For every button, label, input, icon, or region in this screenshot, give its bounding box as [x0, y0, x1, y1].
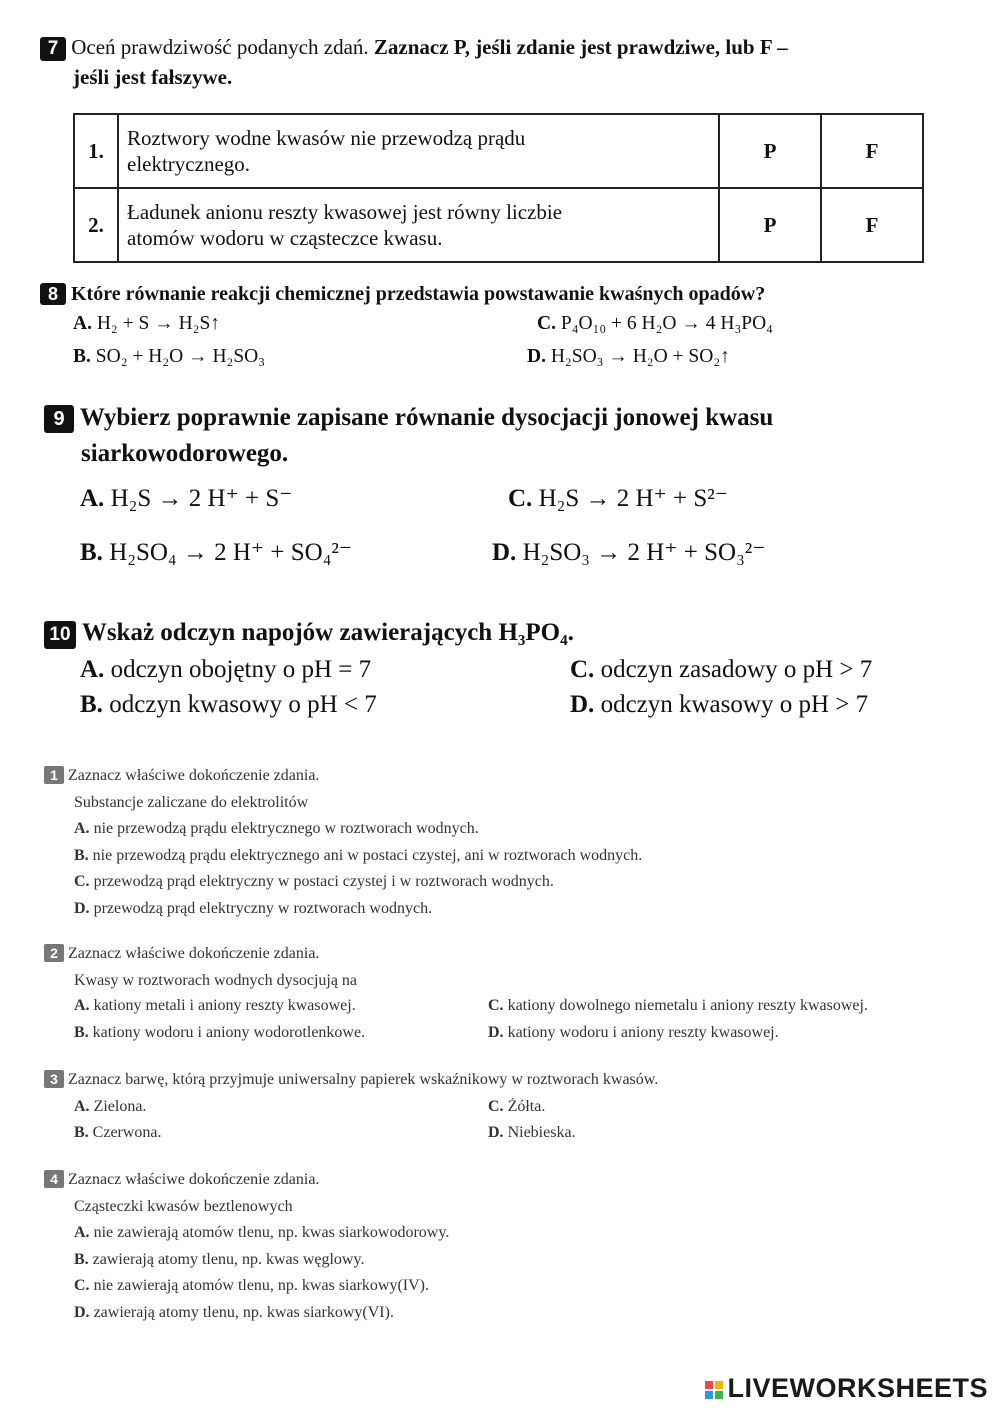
option-text: kationy wodoru i aniony wodorotlenkowe. — [92, 1024, 366, 1041]
option-letter: C. — [508, 485, 533, 512]
statement-cell — [118, 114, 719, 188]
option-letter: A. — [73, 313, 92, 334]
section-4-header — [44, 1167, 984, 1194]
option-letter: B. — [74, 1250, 89, 1268]
option-text: odczyn zasadowy o pH > 7 — [600, 656, 873, 683]
q9-option-b[interactable] — [80, 537, 352, 567]
question-9-text-1: Wybierz poprawnie zapisane równanie dysocjacji jonowej kwasu — [79, 404, 774, 431]
option-letter: B. — [74, 846, 89, 864]
question-7-instruction-1: Zaznacz P, jeśli zdanie jest prawdziwe, lub F – — [373, 35, 788, 59]
s3-option-b[interactable] — [74, 1120, 162, 1147]
logo-grid-icon — [705, 1381, 723, 1399]
option-letter: C. — [488, 997, 504, 1014]
s4-option-b[interactable] — [44, 1247, 984, 1274]
q10-option-d[interactable] — [570, 691, 868, 719]
section-2-instruction: Zaznacz właściwe dokończenie zdania. — [68, 945, 320, 962]
s1-option-d[interactable] — [44, 896, 984, 923]
option-equation: H₂SO₃ → 2 H⁺ + SO₃²⁻ — [522, 539, 766, 566]
section-1-instruction: Zaznacz właściwe dokończenie zdania. — [68, 767, 320, 784]
option-text: nie zawierają atomów tlenu, np. kwas siarkowodorowy. — [93, 1224, 450, 1241]
option-letter: D. — [492, 539, 517, 566]
question-9-text-2: siarkowodorowego. — [81, 440, 289, 467]
option-text: kationy wodoru i aniony reszty kwasowej. — [507, 1024, 779, 1041]
logo-square — [715, 1381, 723, 1389]
q10-option-c[interactable] — [570, 656, 872, 684]
s4-option-c[interactable] — [44, 1273, 984, 1300]
option-equation: P₄O₁₀ + 6 H₂O → 4 H₃PO₄ — [560, 313, 773, 334]
s4-option-d[interactable] — [44, 1300, 984, 1327]
option-equation: H₂ + S → H₂S↑ — [96, 313, 221, 334]
s3-option-a[interactable] — [74, 1094, 146, 1121]
question-7-intro: Oceń prawdziwość podanych zdań. — [71, 35, 369, 59]
s3-option-c[interactable] — [488, 1094, 545, 1121]
option-text: przewodzą prąd elektryczny w postaci czystej i w roztworach wodnych. — [93, 873, 554, 890]
table-row — [74, 188, 923, 262]
row-number: 2. — [74, 188, 118, 262]
section-3-instruction: Zaznacz barwę, którą przyjmuje uniwersalny papierek wskaźnikowy w roztworach kwasów. — [68, 1071, 659, 1088]
section-4-stem: Cząsteczki kwasów beztlenowych — [74, 1197, 293, 1215]
s1-option-c[interactable] — [44, 869, 984, 896]
section-4-instruction: Zaznacz właściwe dokończenie zdania. — [68, 1171, 320, 1188]
q10-option-a[interactable] — [80, 656, 371, 684]
q9-option-a[interactable] — [80, 483, 292, 513]
option-text: nie zawierają atomów tlenu, np. kwas siarkowy(IV). — [93, 1277, 430, 1294]
true-false-table — [73, 113, 924, 263]
option-letter: C. — [74, 1277, 90, 1294]
section-1-stem: Substancje zaliczane do elektrolitów — [74, 793, 309, 811]
q9-option-c[interactable] — [508, 483, 728, 513]
s2-option-b[interactable] — [74, 1020, 365, 1047]
option-text: przewodzą prąd elektryczny w roztworach wodnych. — [93, 899, 433, 917]
section-2 — [44, 941, 994, 994]
section-4-number: 4 — [44, 1170, 64, 1188]
option-text: zawierają atomy tlenu, np. kwas węglowy. — [92, 1250, 365, 1268]
q8-option-d[interactable] — [527, 346, 730, 368]
s2-option-a[interactable] — [74, 993, 356, 1020]
option-letter: D. — [527, 346, 546, 367]
option-letter: A. — [74, 820, 90, 837]
section-1-header — [44, 763, 984, 790]
option-text: Niebieska. — [507, 1124, 576, 1141]
option-letter: B. — [74, 1024, 89, 1041]
option-text: Zielona. — [93, 1098, 147, 1115]
logo-square — [705, 1391, 713, 1399]
s2-option-c[interactable] — [488, 993, 868, 1020]
q8-option-a[interactable] — [73, 313, 220, 335]
option-letter: A. — [80, 656, 105, 683]
option-text: kationy metali i aniony reszty kwasowej. — [93, 997, 356, 1014]
section-1-number: 1 — [44, 766, 64, 784]
section-4 — [44, 1167, 984, 1326]
option-letter: B. — [73, 346, 91, 367]
option-letter: B. — [80, 691, 103, 718]
question-8-number: 8 — [40, 283, 66, 305]
statement-text: Roztwory wodne kwasów nie przewodzą prądu — [127, 125, 526, 150]
option-equation: SO₂ + H₂O → H₂SO₃ — [95, 346, 266, 367]
option-text: nie przewodzą prądu elektrycznego w roztworach wodnych. — [93, 820, 479, 837]
question-10-header — [44, 619, 574, 649]
option-text: odczyn obojętny o pH = 7 — [110, 656, 372, 683]
option-equation: H₂S → 2 H⁺ + S²⁻ — [538, 485, 728, 512]
section-3-header — [44, 1067, 994, 1094]
option-equation: H₂SO₃ → H₂O + SO₂↑ — [550, 346, 730, 367]
false-option-cell[interactable]: F — [821, 114, 923, 188]
option-letter: D. — [74, 1303, 90, 1321]
logo-square — [705, 1381, 713, 1389]
statement-text: atomów wodoru w cząsteczce kwasu. — [127, 226, 443, 250]
option-text: Czerwona. — [92, 1124, 162, 1141]
option-text: kationy dowolnego niemetalu i aniony reszty kwasowej. — [507, 997, 868, 1014]
question-7-number: 7 — [40, 37, 66, 61]
section-2-header — [44, 941, 994, 968]
option-text: zawierają atomy tlenu, np. kwas siarkowy(VI). — [93, 1303, 394, 1321]
option-letter: C. — [488, 1098, 504, 1115]
row-number: 1. — [74, 114, 118, 188]
q9-option-d[interactable] — [492, 537, 765, 567]
logo-square — [715, 1391, 723, 1399]
true-option-cell[interactable]: P — [719, 188, 821, 262]
s4-option-a[interactable] — [44, 1220, 984, 1247]
question-10-number: 10 — [44, 621, 76, 649]
logo-text: LIVEWORKSHEETS — [727, 1373, 988, 1403]
section-2-stem: Kwasy w roztworach wodnych dysocjują na — [74, 971, 358, 989]
option-text: odczyn kwasowy o pH < 7 — [109, 691, 377, 718]
option-letter: D. — [570, 691, 595, 718]
option-text: nie przewodzą prądu elektrycznego ani w postaci czystej, ani w roztworach wodnych. — [92, 846, 643, 864]
section-3-number: 3 — [44, 1070, 64, 1088]
liveworksheets-logo — [705, 1373, 988, 1404]
s3-option-d[interactable] — [488, 1120, 576, 1147]
option-letter: C. — [537, 313, 556, 334]
option-letter: D. — [488, 1024, 504, 1041]
section-1 — [44, 763, 984, 922]
option-letter: A. — [74, 997, 90, 1014]
table-row — [74, 114, 923, 188]
q10-option-b[interactable] — [80, 691, 377, 719]
section-2-number: 2 — [44, 944, 64, 962]
question-10-text: Wskaż odczyn napojów zawierających H₃PO₄. — [81, 619, 574, 646]
option-letter: A. — [74, 1224, 90, 1241]
statement-cell — [118, 188, 719, 262]
option-letter: A. — [80, 485, 105, 512]
option-equation: H₂S → 2 H⁺ + S⁻ — [110, 485, 293, 512]
option-equation: H₂SO₄ → 2 H⁺ + SO₄²⁻ — [109, 539, 353, 566]
s1-option-a[interactable] — [44, 816, 984, 843]
q8-option-b[interactable] — [73, 346, 265, 368]
option-text: Żółta. — [507, 1098, 546, 1115]
option-letter: B. — [80, 539, 103, 566]
statement-text: Ładunek anionu reszty kwasowej jest równy liczbie — [127, 199, 563, 224]
option-letter: D. — [74, 899, 90, 917]
option-letter: C. — [570, 656, 595, 683]
question-8-text: Które równanie reakcji chemicznej przedstawia powstawanie kwaśnych opadów? — [71, 283, 766, 305]
s2-option-d[interactable] — [488, 1020, 779, 1047]
question-9-header — [44, 400, 974, 472]
option-letter: D. — [488, 1124, 504, 1141]
true-option-cell[interactable]: P — [719, 114, 821, 188]
question-7-instruction-2: jeśli jest fałszywe. — [73, 65, 233, 89]
q8-option-c[interactable] — [537, 313, 773, 335]
s1-option-b[interactable] — [44, 843, 984, 870]
option-letter: A. — [74, 1098, 90, 1115]
question-9-number: 9 — [44, 405, 74, 433]
question-7-instruction-line2 — [73, 63, 232, 91]
question-8-header — [40, 283, 765, 306]
option-text: odczyn kwasowy o pH > 7 — [600, 691, 869, 718]
question-7-header — [40, 33, 970, 61]
false-option-cell[interactable]: F — [821, 188, 923, 262]
statement-text: elektrycznego. — [127, 152, 251, 176]
option-letter: B. — [74, 1124, 89, 1141]
option-letter: C. — [74, 873, 90, 890]
